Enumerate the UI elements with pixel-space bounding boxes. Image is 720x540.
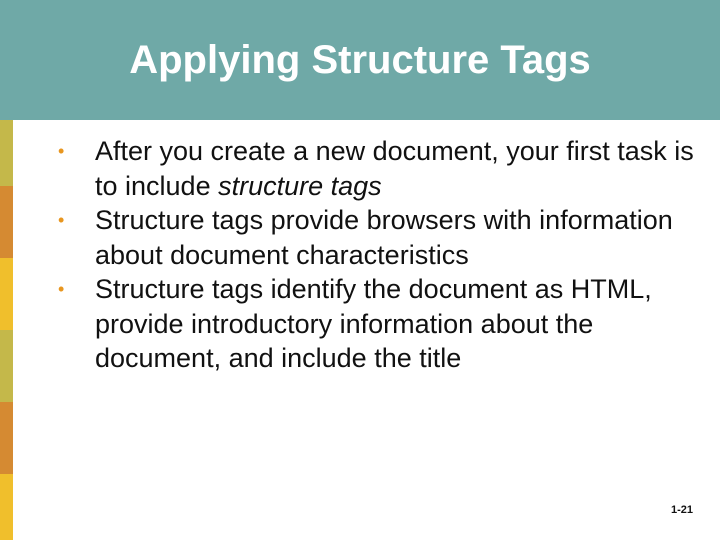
bullet-icon: • xyxy=(58,141,65,161)
page-number: 1-21 xyxy=(670,504,693,516)
bullet-text: After you create a new document, your first task is to include xyxy=(95,136,694,201)
bullet-text: Structure tags provide browsers with information about document characteristics xyxy=(95,205,673,270)
list-item xyxy=(58,203,698,272)
slide-body xyxy=(58,134,698,376)
accent-stripe xyxy=(0,258,13,330)
accent-stripe xyxy=(0,330,13,402)
bullet-emphasis: structure tags xyxy=(218,170,382,201)
bullet-list xyxy=(58,134,698,376)
accent-stripe xyxy=(0,120,13,186)
list-item xyxy=(58,272,698,376)
bullet-icon: • xyxy=(58,279,65,299)
accent-stripe xyxy=(0,474,13,540)
slide-title: Applying Structure Tags xyxy=(129,38,591,82)
bullet-text: Structure tags identify the document as HTML, provide introductory information about the document, and include the title xyxy=(95,274,652,373)
bullet-icon: • xyxy=(58,210,65,230)
list-item xyxy=(58,134,698,203)
accent-stripe xyxy=(0,402,13,474)
side-accent-bar xyxy=(0,120,13,540)
accent-stripe xyxy=(0,186,13,258)
